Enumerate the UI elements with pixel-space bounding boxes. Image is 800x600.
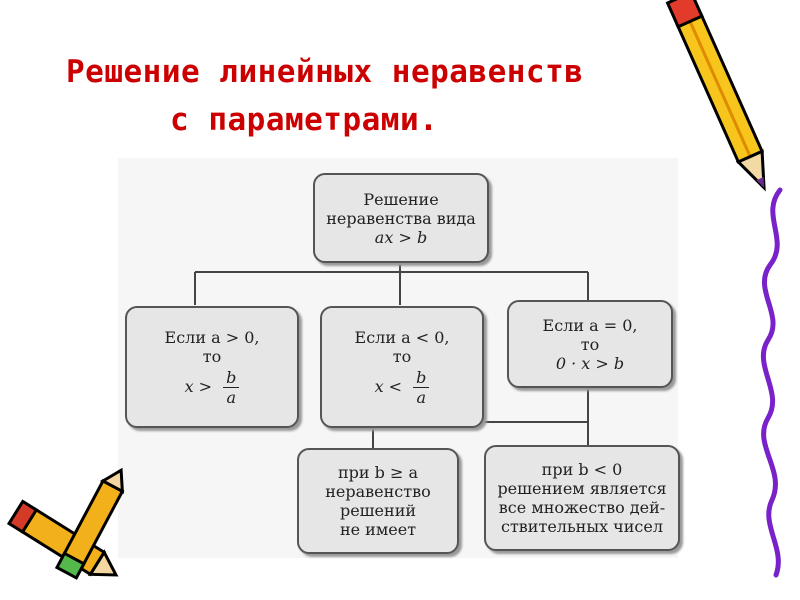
case-positive-numerator: b — [223, 368, 239, 388]
case-zero-line-3: 0 · x > b — [555, 353, 625, 373]
case-negative-numerator: b — [413, 368, 429, 388]
case-positive-lhs: x > — [184, 376, 213, 396]
root-line-2: неравенства вида — [326, 208, 476, 228]
sub-ge-line-2: неравенство — [325, 482, 431, 501]
case-negative-line-2: то — [392, 346, 412, 366]
sub-ge-line-3: решений — [339, 501, 417, 520]
sub-lt-line-2: решением является — [497, 479, 667, 498]
page-title-line-1: Решение линейных неравенств — [66, 54, 584, 90]
case-positive-line-2: то — [202, 346, 222, 366]
case-positive-denominator: a — [226, 387, 237, 407]
sub-lt-line-4: ствительных чисел — [500, 517, 664, 536]
sub-ge-line-4: не имеет — [339, 520, 417, 539]
case-negative-denominator: a — [416, 387, 427, 407]
case-negative-line-1: Если a < 0, — [354, 327, 450, 347]
sub-ge-line-1: при b ≥ a — [337, 463, 418, 482]
root-line-1: Решение — [363, 189, 439, 209]
case-positive-line-1: Если a > 0, — [164, 327, 260, 347]
case-zero-line-2: то — [580, 334, 600, 354]
root-line-3: ax > b — [374, 227, 428, 247]
pencil-icon — [668, 0, 776, 193]
squiggle-line — [763, 190, 780, 575]
case-negative-lhs: x < — [374, 376, 403, 396]
page-title-line-2: с параметрами. — [170, 102, 439, 138]
sub-lt-line-3: все множество дей- — [498, 498, 666, 517]
sub-lt-line-1: при b < 0 — [541, 460, 623, 479]
case-zero-line-1: Если a = 0, — [542, 315, 638, 335]
